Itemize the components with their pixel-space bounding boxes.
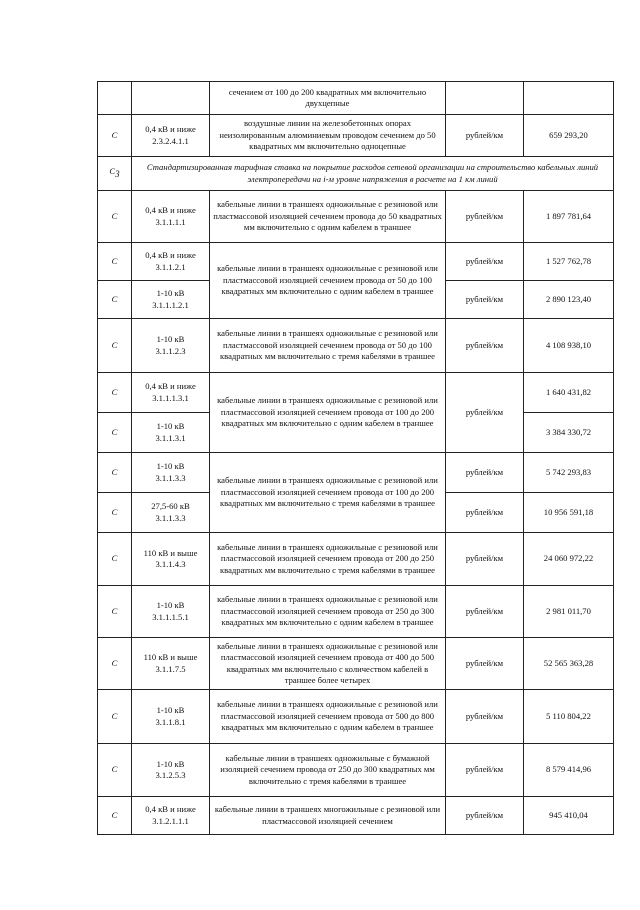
level-cell bbox=[132, 413, 210, 453]
symbol-cell: C bbox=[98, 453, 132, 493]
table-row bbox=[98, 373, 614, 413]
unit-cell: рублей/км bbox=[446, 797, 524, 835]
description-cell: воздушные линии на железобетонных опорах неизолированным алюминиевым проводом сечением до 50 квадратных мм включительно одноцепные bbox=[210, 115, 446, 157]
symbol-cell: C bbox=[98, 373, 132, 413]
voltage-level: 27,5-60 кВ bbox=[151, 501, 190, 512]
tariff-code: 3.1.1.1.3.1 bbox=[152, 392, 189, 403]
value-cell: 945 410,04 bbox=[524, 797, 614, 835]
value-cell: 10 956 591,18 bbox=[524, 493, 614, 533]
tariff-code: 3.1.1.1.2.1 bbox=[152, 299, 189, 310]
voltage-level: 1-10 кВ bbox=[156, 758, 185, 769]
description-cell: кабельные линии в траншеях одножильные с резиновой или пластмассовой изоляцией сечением провода до 50 квадратных мм включительно с одним кабелем в траншее bbox=[210, 191, 446, 243]
unit-cell: рублей/км bbox=[446, 115, 524, 157]
section-symbol-subscript: 3 bbox=[115, 169, 120, 180]
symbol-cell: C bbox=[98, 586, 132, 638]
symbol-cell: C bbox=[98, 281, 132, 319]
symbol-cell: C bbox=[98, 115, 132, 157]
table-row bbox=[98, 690, 614, 744]
voltage-level: 0,4 кВ и ниже bbox=[145, 804, 196, 815]
value-cell: 3 384 330,72 bbox=[524, 413, 614, 453]
level-cell bbox=[132, 453, 210, 493]
description-cell: кабельные линии в траншеях одножильные с резиновой или пластмассовой изоляцией сечением провода от 100 до 200 квадратных мм включительно с одним кабелем в траншее bbox=[210, 373, 446, 453]
level-cell bbox=[132, 493, 210, 533]
symbol-cell: C bbox=[98, 243, 132, 281]
tariff-code: 3.1.1.1.5.1 bbox=[152, 611, 189, 622]
voltage-level: 0,4 кВ и ниже bbox=[145, 205, 196, 216]
level-cell bbox=[132, 115, 210, 157]
value-cell: 5 742 293,83 bbox=[524, 453, 614, 493]
unit-cell: рублей/км bbox=[446, 453, 524, 493]
value-cell: 2 890 123,40 bbox=[524, 281, 614, 319]
level-cell bbox=[132, 373, 210, 413]
table-row bbox=[98, 191, 614, 243]
description-cell: кабельные линии в траншеях одножильные с резиновой или пластмассовой изоляцией сечением провода от 100 до 200 квадратных мм включительно с тремя кабелями в траншее bbox=[210, 453, 446, 533]
level-cell bbox=[132, 797, 210, 835]
tariff-code: 3.1.1.4.3 bbox=[155, 559, 186, 569]
table-row bbox=[98, 533, 614, 586]
table-row bbox=[98, 82, 614, 115]
tariff-code: 3.1.1.1.1 bbox=[155, 216, 186, 227]
table-row bbox=[98, 453, 614, 493]
tariff-code: 3.1.1.3.3 bbox=[155, 472, 186, 483]
tariff-code: 3.1.1.3.1 bbox=[155, 432, 186, 443]
table-row bbox=[98, 115, 614, 157]
symbol-cell bbox=[98, 82, 132, 115]
unit-cell: рублей/км bbox=[446, 638, 524, 690]
symbol-cell: C bbox=[98, 319, 132, 373]
value-cell: 4 108 938,10 bbox=[524, 319, 614, 373]
voltage-level: 110 кВ и выше bbox=[143, 652, 198, 663]
description-cell: кабельные линии в траншеях одножильные с резиновой или пластмассовой изоляцией сечением провода от 50 до 100 квадратных мм включительно с тремя кабелями в траншее bbox=[210, 319, 446, 373]
level-cell bbox=[132, 82, 210, 115]
symbol-cell: C bbox=[98, 797, 132, 835]
level-cell bbox=[132, 243, 210, 281]
value-cell: 1 527 762,78 bbox=[524, 243, 614, 281]
symbol-cell: C bbox=[98, 744, 132, 797]
tariff-code: 3.1.1.2.1 bbox=[155, 261, 186, 272]
voltage-level: 0,4 кВ и ниже bbox=[145, 250, 196, 261]
value-cell: 8 579 414,96 bbox=[524, 744, 614, 797]
voltage-level: 1-10 кВ bbox=[156, 288, 185, 299]
table-row bbox=[98, 797, 614, 835]
table-row bbox=[98, 319, 614, 373]
symbol-cell: C bbox=[98, 413, 132, 453]
unit-cell bbox=[446, 82, 524, 115]
tariff-table bbox=[97, 81, 614, 835]
tariff-code: 3.1.2.1.1.1 bbox=[152, 815, 189, 826]
section-title: Стандартизированная тарифная ставка на покрытие расходов сетевой организации на строительство кабельных линий электропередачи на i-м уровне напряжения в расчете на 1 км линий bbox=[132, 157, 614, 191]
tariff-code: 3.1.1.3.3 bbox=[155, 512, 186, 523]
value-cell: 2 981 011,70 bbox=[524, 586, 614, 638]
description-cell: кабельные линии в траншеях одножильные с резиновой или пластмассовой изоляцией сечением провода от 400 до 500 квадратных мм включительно с количеством кабелей в траншее более четырех bbox=[210, 638, 446, 690]
tariff-code: 3.1.1.7.5 bbox=[155, 663, 186, 674]
table-row bbox=[98, 744, 614, 797]
voltage-level: 1-10 кВ bbox=[156, 600, 185, 611]
voltage-level: 0,4 кВ и ниже bbox=[145, 124, 196, 135]
description-cell: кабельные линии в траншеях одножильные с резиновой или пластмассовой изоляцией сечением провода от 200 до 250 квадратных мм включительно с тремя кабелями в траншее bbox=[210, 533, 446, 586]
table-row bbox=[98, 638, 614, 690]
symbol-cell: C bbox=[98, 191, 132, 243]
description-cell: кабельные линии в траншеях одножильные с резиновой или пластмассовой изоляцией сечением провода от 50 до 100 квадратных мм включительно с одним кабелем в траншее bbox=[210, 243, 446, 319]
symbol-cell: C bbox=[98, 493, 132, 533]
tariff-code: 3.1.1.2.3 bbox=[155, 345, 186, 356]
unit-cell: рублей/км bbox=[446, 243, 524, 281]
unit-cell: рублей/км bbox=[446, 319, 524, 373]
description-cell: сечением от 100 до 200 квадратных мм включительно двухцепные bbox=[210, 82, 446, 115]
unit-cell: рублей/км bbox=[446, 586, 524, 638]
unit-cell: рублей/км bbox=[446, 744, 524, 797]
description-cell: кабельные линии в траншеях одножильные с бумажной изоляцией сечением провода от 250 до 300 квадратных мм включительно с тремя кабелями в траншее bbox=[210, 744, 446, 797]
tariff-code: 3.1.1.8.1 bbox=[155, 716, 186, 727]
description-cell: кабельные линии в траншеях одножильные с резиновой или пластмассовой изоляцией сечением провода от 500 до 800 квадратных мм включительно с одним кабелем в траншее bbox=[210, 690, 446, 744]
level-cell bbox=[132, 586, 210, 638]
unit-cell: рублей/км bbox=[446, 533, 524, 586]
description-cell: кабельные линии в траншеях многожильные с резиновой или пластмассовой изоляцией сечением bbox=[210, 797, 446, 835]
level-cell bbox=[132, 281, 210, 319]
unit-cell: рублей/км bbox=[446, 373, 524, 453]
level-cell bbox=[132, 533, 210, 586]
level-cell bbox=[132, 744, 210, 797]
unit-cell: рублей/км bbox=[446, 281, 524, 319]
tariff-code: 3.1.2.5.3 bbox=[155, 770, 186, 780]
value-cell: 52 565 363,28 bbox=[524, 638, 614, 690]
unit-cell: рублей/км bbox=[446, 493, 524, 533]
value-cell: 1 897 781,64 bbox=[524, 191, 614, 243]
description-cell: кабельные линии в траншеях одножильные с резиновой или пластмассовой изоляцией сечением провода от 250 до 300 квадратных мм включительно с одним кабелем в траншее bbox=[210, 586, 446, 638]
value-cell bbox=[524, 82, 614, 115]
value-cell: 24 060 972,22 bbox=[524, 533, 614, 586]
value-cell: 1 640 431,82 bbox=[524, 373, 614, 413]
tariff-code: 2.3.2.4.1.1 bbox=[152, 135, 189, 146]
symbol-cell: C bbox=[98, 638, 132, 690]
voltage-level: 0,4 кВ и ниже bbox=[145, 381, 196, 392]
unit-cell: рублей/км bbox=[446, 690, 524, 744]
symbol-cell: C bbox=[98, 690, 132, 744]
voltage-level: 1-10 кВ bbox=[156, 334, 185, 345]
voltage-level: 110 кВ и выше bbox=[143, 547, 198, 558]
level-cell bbox=[132, 638, 210, 690]
voltage-level: 1-10 кВ bbox=[156, 461, 185, 472]
level-cell bbox=[132, 690, 210, 744]
symbol-cell: C bbox=[98, 533, 132, 586]
level-cell bbox=[132, 191, 210, 243]
voltage-level: 1-10 кВ bbox=[156, 421, 185, 432]
value-cell: 659 293,20 bbox=[524, 115, 614, 157]
voltage-level: 1-10 кВ bbox=[156, 705, 185, 716]
table-row bbox=[98, 586, 614, 638]
table-row bbox=[98, 243, 614, 281]
unit-cell: рублей/км bbox=[446, 191, 524, 243]
value-cell: 5 110 804,22 bbox=[524, 690, 614, 744]
section-symbol: C3 bbox=[98, 157, 132, 191]
section-header-row bbox=[98, 157, 614, 191]
level-cell bbox=[132, 319, 210, 373]
